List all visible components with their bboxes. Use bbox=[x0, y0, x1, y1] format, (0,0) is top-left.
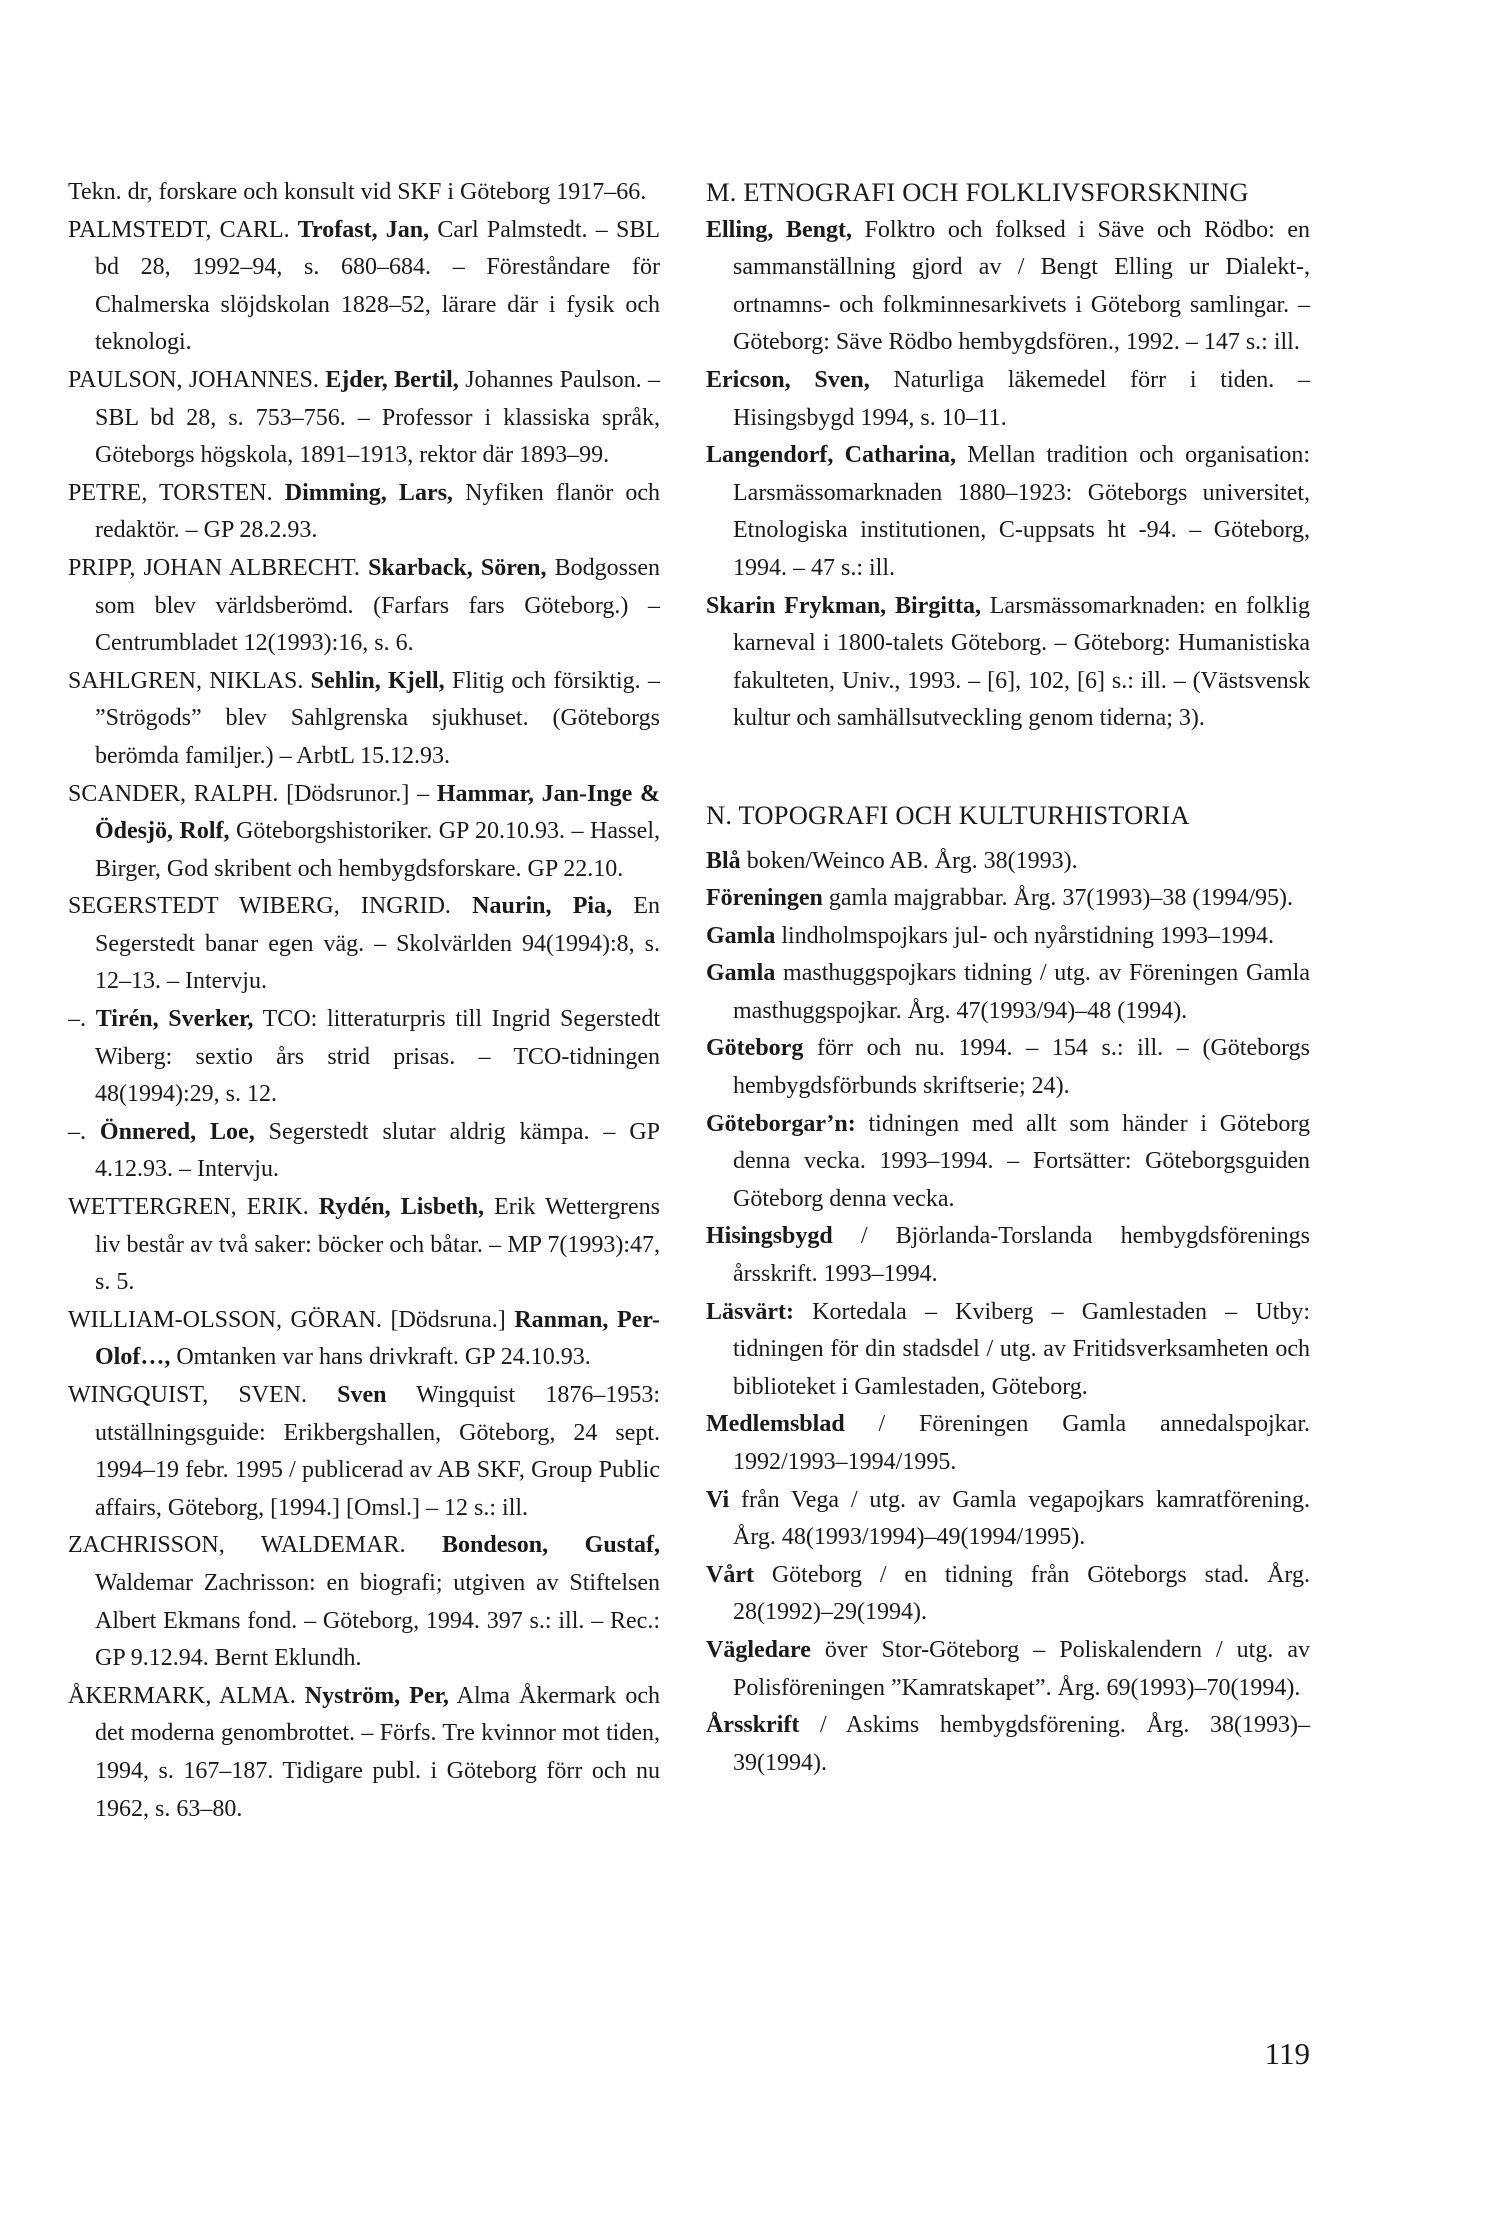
entry-text: Nyfiken flanör och redaktör. – GP 28.2.93. bbox=[95, 479, 661, 544]
entry-author: Ranman, Per-Olof…, bbox=[95, 1306, 661, 1371]
entry-title: Göteborg bbox=[706, 1035, 804, 1062]
bibliography-entry bbox=[68, 1377, 660, 1527]
section-spacer bbox=[706, 738, 1310, 797]
bibliography-entry bbox=[706, 1557, 1310, 1632]
entry-title: Vårt bbox=[706, 1561, 754, 1588]
subject-name: PETRE, TORSTEN. bbox=[68, 479, 285, 506]
entry-author: Rydén, Lisbeth, bbox=[318, 1194, 485, 1221]
bibliography-entry bbox=[706, 880, 1310, 918]
bibliography-entry bbox=[706, 1030, 1310, 1105]
entry-author: Hammar, Jan-Inge & Ödesjö, Rolf, bbox=[95, 780, 661, 845]
entry-text: boken/Weinco AB. Årg. 38(1993). bbox=[740, 847, 1078, 874]
entry-author: Tirén, Sverker, bbox=[95, 1006, 254, 1033]
entry-title: Medlemsblad bbox=[706, 1411, 845, 1438]
bibliography-entry bbox=[68, 1114, 660, 1189]
bibliography-entry bbox=[68, 174, 660, 212]
bibliography-entry bbox=[706, 955, 1310, 1030]
entry-text: Kortedala – Kviberg – Gamlestaden – Utby: tidningen för din stadsdel / utg. av Fritidsverksamheten och biblioteket i Gamlestaden, Göteborg. bbox=[733, 1298, 1310, 1400]
entry-title: Föreningen bbox=[706, 885, 823, 912]
entry-author: Ericson, Sven, bbox=[706, 366, 870, 393]
entry-text: Göteborgshistoriker. GP 20.10.93. – Hassel, Birger, God skribent och hembygdsforskare. GP 22.10. bbox=[95, 818, 660, 882]
subject-name: PALMSTEDT, CARL. bbox=[68, 216, 298, 243]
bibliography-entry bbox=[706, 437, 1310, 587]
entry-text: Flitig och försiktig. – ”Strögods” blev Sahlgrenska sjukhuset. (Göteborgs berömda familjer.) – ArbtL 15.12.93. bbox=[95, 667, 661, 769]
entry-title: Gamla bbox=[706, 922, 776, 949]
entry-author: Langendorf, Catharina, bbox=[706, 442, 956, 469]
entry-author: Elling, Bengt, bbox=[706, 216, 852, 243]
entry-text: över Stor-Göteborg – Poliskalendern / utg. av Polisföreningen ”Kamratskapet”. Årg. 69(1993)–70(1994). bbox=[733, 1636, 1310, 1701]
entry-author: Önnered, Loe, bbox=[99, 1118, 255, 1145]
subject-name: WILLIAM-OLSSON, GÖRAN. [Dödsruna.] bbox=[68, 1306, 515, 1333]
entry-title: Gamla bbox=[706, 960, 776, 987]
subject-name: SCANDER, RALPH. [Dödsrunor.] – bbox=[68, 780, 437, 807]
entry-text: Segerstedt slutar aldrig kämpa. – GP 4.12.93. – Intervju. bbox=[95, 1118, 660, 1183]
entry-text: Bodgossen som blev världsberömd. (Farfars fars Göteborg.) – Centrumbladet 12(1993):16, s. 6. bbox=[95, 554, 660, 657]
entry-text: Omtanken var hans drivkraft. GP 24.10.93. bbox=[170, 1344, 591, 1371]
bibliography-entry bbox=[68, 475, 660, 550]
bibliography-entry bbox=[68, 362, 660, 475]
entry-author: Sehlin, Kjell, bbox=[310, 667, 445, 694]
entry-text: Carl Palmstedt. – SBL bd 28, 1992–94, s. 680–684. – Föreståndare för Chalmerska slöjdskolan 1828–52, lärare där i fysik och teknologi. bbox=[95, 216, 660, 356]
entry-text: Folktro och folksed i Säve och Rödbo: en sammanställning gjord av / Bengt Elling ur Dialekt-, ortnamns- och folkminnesarkivets i Göteborg samlingar. – Göteborg: Säve Rödbo hembygdsfören., 1992. – 147 s.: ill. bbox=[733, 216, 1311, 356]
entry-text: Naturliga läkemedel förr i tiden. – Hisingsbygd 1994, s. 10–11. bbox=[733, 366, 1310, 431]
bibliography-entry bbox=[706, 1218, 1310, 1293]
entry-text: En Segerstedt banar egen väg. – Skolvärlden 94(1994):8, s. 12–13. – Intervju. bbox=[95, 893, 660, 995]
right-column bbox=[706, 174, 1310, 1782]
entry-text: Tekn. dr, forskare och konsult vid SKF i Göteborg 1917–66. bbox=[68, 179, 647, 205]
subject-name: –. bbox=[68, 1118, 100, 1145]
entry-author: Skarback, Sören, bbox=[368, 554, 547, 581]
bibliography-entry bbox=[68, 776, 660, 889]
entry-text: Larsmässomarknaden: en folklig karneval i 1800-talets Göteborg. – Göteborg: Humanistiska fakulteten, Univ., 1993. – [6], 102, [6] s.: ill. – (Västsvensk kultur och samhällsutveckling genom tiderna; 3). bbox=[733, 592, 1311, 732]
entry-text: Mellan tradition och organisation: Larsmässomarknaden 1880–1923: Göteborgs universitet, Etnologiska institutionen, C-uppsats ht -94. – Göteborg, 1994. – 47 s.: ill. bbox=[733, 442, 1310, 581]
entry-text: Waldemar Zachrisson: en biografi; utgiven av Stiftelsen Albert Ekmans fond. – Göteborg, 1994. 397 s.: ill. – Rec.: GP 9.12.94. Bernt Eklundh. bbox=[95, 1569, 660, 1672]
bibliography-entry bbox=[706, 588, 1310, 738]
bibliography-entry bbox=[68, 1678, 660, 1828]
subject-name: ÅKERMARK, ALMA. bbox=[68, 1682, 305, 1709]
bibliography-entry bbox=[706, 362, 1310, 437]
bibliography-entry bbox=[706, 1707, 1310, 1782]
entry-author: Trofast, Jan, bbox=[297, 216, 430, 243]
entry-title: Göteborgar’n: bbox=[706, 1110, 856, 1137]
section-heading-m: M. ETNOGRAFI OCH FOLKLIVSFORSKNING bbox=[706, 177, 1249, 207]
entry-author: Naurin, Pia, bbox=[472, 893, 613, 920]
bibliography-entry bbox=[68, 1189, 660, 1302]
entry-text: Göteborg / en tidning från Göteborgs stad. Årg. 28(1992)–29(1994). bbox=[733, 1561, 1310, 1626]
bibliography-entry bbox=[706, 1482, 1310, 1557]
entry-author: Bondeson, Gustaf, bbox=[442, 1532, 660, 1559]
entry-author: Nyström, Per, bbox=[304, 1682, 449, 1709]
entry-text: förr och nu. 1994. – 154 s.: ill. – (Göteborgs hembygdsförbunds skriftserie; 24). bbox=[733, 1035, 1310, 1100]
bibliography-entry bbox=[68, 1527, 660, 1677]
bibliography-entry bbox=[68, 1001, 660, 1114]
page-number: 119 bbox=[1264, 2036, 1310, 2071]
bibliography-entry bbox=[706, 918, 1310, 956]
bibliography-entry bbox=[68, 1302, 660, 1377]
entry-author: Sven bbox=[337, 1382, 387, 1408]
subject-name: PRIPP, JOHAN ALBRECHT. bbox=[68, 554, 369, 581]
entry-text: Erik Wettergrens liv består av två saker: böcker och båtar. – MP 7(1993):47, s. 5. bbox=[95, 1194, 660, 1296]
entry-text: tidningen med allt som händer i Göteborg denna vecka. 1993–1994. – Fortsätter: Göteborgsguiden Göteborg denna vecka. bbox=[733, 1110, 1310, 1212]
bibliography-entry bbox=[706, 1632, 1310, 1707]
entry-title: Blå bbox=[706, 847, 741, 874]
entry-text: Johannes Paulson. – SBL bd 28, s. 753–756. – Professor i klassiska språk, Göteborgs högskola, 1891–1913, rektor där 1893–99. bbox=[95, 366, 660, 469]
subject-name: WETTERGREN, ERIK. bbox=[68, 1194, 319, 1221]
entry-text: TCO: litteraturpris till Ingrid Segerstedt Wiberg: sextio års strid prisas. – TCO-tidningen 48(1994):29, s. 12. bbox=[95, 1006, 660, 1108]
entry-text: / Föreningen Gamla annedalspojkar. 1992/1993–1994/1995. bbox=[733, 1411, 1310, 1475]
entry-text: masthuggspojkars tidning / utg. av Föreningen Gamla masthuggspojkar. Årg. 47(1993/94)–48 (1994). bbox=[733, 960, 1310, 1024]
bibliography-entry bbox=[706, 212, 1310, 362]
section-heading-n: N. TOPOGRAFI OCH KULTURHISTORIA bbox=[706, 799, 1190, 830]
entry-author: Ejder, Bertil, bbox=[325, 366, 459, 393]
entry-title: Hisingsbygd bbox=[706, 1223, 833, 1250]
entry-title: Vi bbox=[706, 1486, 730, 1513]
heading-spacer bbox=[706, 835, 1310, 843]
entry-text: Wingquist 1876–1953: utställningsguide: Erikbergshallen, Göteborg, 24 sept. 1994–19 febr. 1995 / publicerad av AB SKF, Group Public affairs, Göteborg, [1994.] [Omsl.] – 12 s.: ill. bbox=[95, 1382, 660, 1521]
bibliography-entry bbox=[68, 888, 660, 1001]
subject-name: SEGERSTEDT WIBERG, INGRID. bbox=[68, 893, 473, 920]
subject-name: PAULSON, JOHANNES. bbox=[68, 366, 326, 393]
bibliography-entry bbox=[706, 843, 1310, 881]
entry-title: Läsvärt: bbox=[706, 1298, 794, 1325]
entry-title: Vägledare bbox=[706, 1636, 811, 1663]
bibliography-entry bbox=[68, 663, 660, 776]
subject-name: –. bbox=[68, 1006, 96, 1033]
entry-text: lindholmspojkars jul- och nyårstidning 1993–1994. bbox=[775, 922, 1274, 949]
entry-text: gamla majgrabbar. Årg. 37(1993)–38 (1994/95). bbox=[822, 885, 1294, 912]
entry-title: Årsskrift bbox=[706, 1712, 800, 1739]
left-column bbox=[68, 174, 660, 1828]
entry-text: från Vega / utg. av Gamla vegapojkars kamratförening. Årg. 48(1993/1994)–49(1994/1995). bbox=[729, 1486, 1310, 1551]
bibliography-entry bbox=[68, 212, 660, 362]
bibliography-entry bbox=[68, 550, 660, 663]
entry-text: / Askims hembygdsförening. Årg. 38(1993)–39(1994). bbox=[733, 1712, 1310, 1776]
subject-name: ZACHRISSON, WALDEMAR. bbox=[68, 1532, 443, 1559]
bibliography-entry bbox=[706, 1406, 1310, 1481]
entry-text: / Björlanda-Torslanda hembygdsförenings årsskrift. 1993–1994. bbox=[733, 1223, 1310, 1288]
entry-author: Skarin Frykman, Birgitta, bbox=[706, 592, 981, 619]
bibliography-entry bbox=[706, 1106, 1310, 1219]
subject-name: WINGQUIST, SVEN. bbox=[68, 1382, 338, 1408]
subject-name: SAHLGREN, NIKLAS. bbox=[68, 667, 311, 694]
bibliography-entry bbox=[706, 1294, 1310, 1407]
entry-text: Alma Åkermark och det moderna genombrottet. – Förfs. Tre kvinnor mot tiden, 1994, s. 167–187. Tidigare publ. i Göteborg förr och nu 1962, s. 63–80. bbox=[95, 1682, 661, 1822]
entry-author: Dimming, Lars, bbox=[284, 479, 453, 506]
